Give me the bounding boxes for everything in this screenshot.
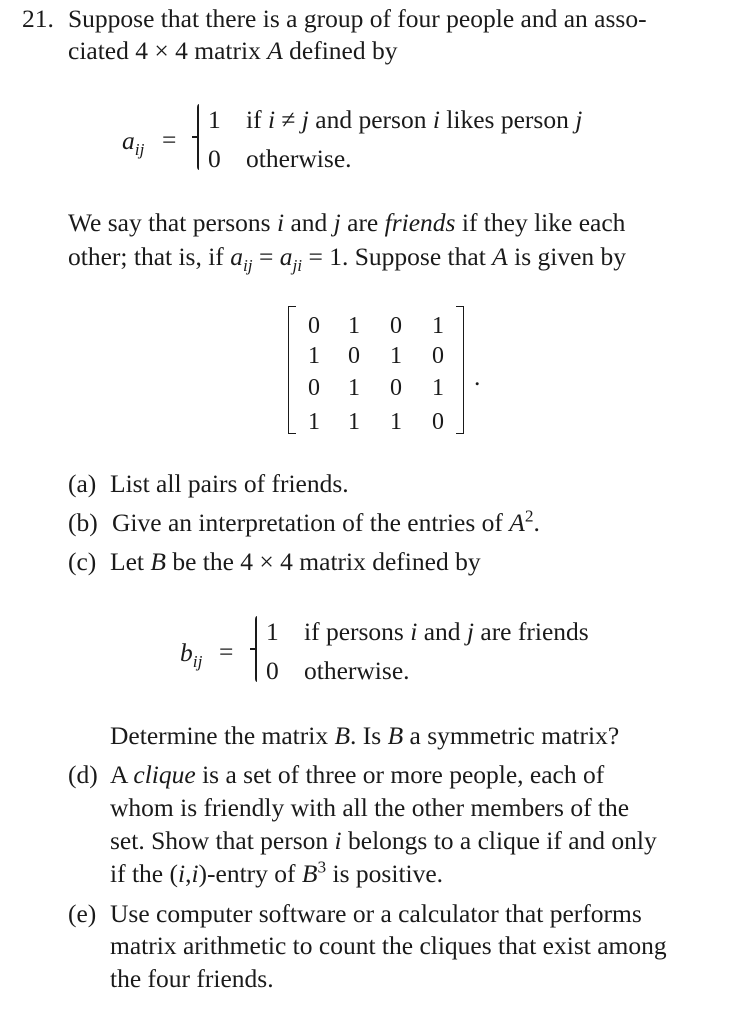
b-case1-value: 1: [266, 617, 279, 646]
matrix-entry: 1: [390, 343, 402, 369]
part-d-line-3: set. Show that person i belongs to a clique if and only: [110, 826, 657, 855]
part-d-line-2: whom is friendly with all the other members of the: [110, 793, 630, 822]
matrix-entry: 1: [432, 375, 444, 401]
a-lhs: $a_{ij}$: [122, 126, 145, 160]
part-e-label: (e): [68, 899, 97, 928]
part-a-label: (a): [68, 469, 97, 498]
problem-number: 21.: [22, 4, 54, 33]
a-brace-point: [192, 136, 198, 142]
part-b-text: Give an interpretation of the entries of $A^2$.: [112, 506, 540, 537]
matrix-entry: 1: [390, 409, 402, 435]
a-case2-value: 0: [208, 144, 221, 173]
matrix-entry: 0: [308, 313, 320, 339]
var-A: A: [267, 36, 283, 65]
part-d-line-1: A clique is a set of three or more people, each of: [110, 760, 605, 789]
a-case1-condition: if i ≠ j and person i likes person j: [246, 105, 583, 134]
matrix-entry: 1: [348, 409, 360, 435]
matrix-entry: 0: [390, 313, 402, 339]
intro-line-2: [68, 38, 398, 64]
part-d-label: (d): [68, 760, 98, 789]
part-c-text: Let B be the 4 × 4 matrix defined by: [110, 547, 481, 576]
a-case1-value: 1: [208, 105, 221, 134]
friends-line-1: We say that persons i and j are friends if they like each: [68, 208, 626, 237]
matrix-entry: 0: [348, 343, 360, 369]
friends-line-2: other; that is, if $a_{ij} = a_{ji} = 1$. Suppose that A is given by: [68, 242, 627, 276]
matrix-entry: 0: [432, 343, 444, 369]
part-e-line-1: Use computer software or a calculator that performs: [110, 899, 642, 928]
b-lhs: $b_{ij}$: [180, 638, 203, 672]
part-e-line-2: matrix arithmetic to count the cliques that exist among: [110, 931, 667, 960]
b-brace-point: [250, 648, 256, 654]
a-case2-condition: otherwise.: [246, 144, 352, 173]
b-case2-condition: otherwise.: [304, 656, 410, 685]
part-a-text: List all pairs of friends.: [110, 469, 349, 498]
intro-line-1: Suppose that there is a group of four people and an asso-: [68, 4, 647, 33]
part-d-line-4: if the (i,i)-entry of $B^3$ is positive.: [110, 857, 444, 888]
matrix-entry: 0: [390, 375, 402, 401]
matrix-entry: 1: [348, 375, 360, 401]
b-equals: =: [219, 637, 234, 666]
intro-text-end: defined by: [282, 36, 398, 65]
matrix-entry: 1: [348, 313, 360, 339]
matrix-entry: 0: [308, 375, 320, 401]
matrix-entry: 1: [432, 313, 444, 339]
determine-line: Determine the matrix B. Is B a symmetric matrix?: [110, 721, 620, 750]
matrix-right-bracket: [456, 306, 464, 434]
part-e-line-3: the four friends.: [110, 964, 274, 993]
a-equals: =: [162, 125, 177, 154]
matrix-period: .: [474, 362, 481, 391]
b-case2-value: 0: [266, 656, 279, 685]
b-case1-condition: if persons i and j are friends: [304, 617, 589, 646]
matrix-entry: 0: [432, 409, 444, 435]
matrix-entry: 1: [308, 343, 320, 369]
intro-text: ciated 4 × 4 matrix: [68, 36, 268, 65]
matrix-entry: 1: [308, 409, 320, 435]
matrix-a: [288, 306, 464, 434]
part-c-label: (c): [68, 547, 97, 576]
part-b-label: (b): [68, 508, 98, 537]
matrix-left-bracket: [288, 306, 296, 434]
